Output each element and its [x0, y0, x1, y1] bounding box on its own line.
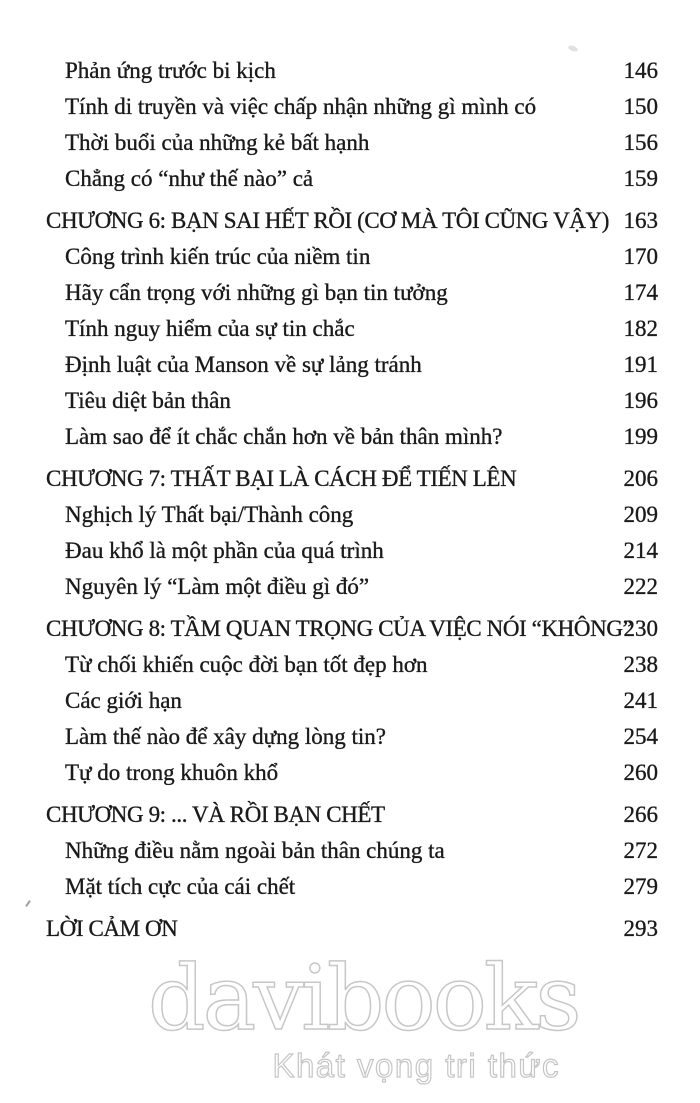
toc-entry-page-number: 182: [623, 316, 658, 341]
toc-entry-title: CHƯƠNG 7: THẤT BẠI LÀ CÁCH ĐỂ TIẾN LÊN: [46, 466, 517, 491]
toc-entry-row: [0, 719, 658, 755]
toc-entry-row: [0, 239, 658, 275]
toc-entry-title: Nguyên lý “Làm một điều gì đó”: [65, 574, 370, 599]
toc-entry-title: Thời buổi của những kẻ bất hạnh: [65, 130, 370, 155]
toc-entry-row: [0, 275, 658, 311]
watermark: [140, 946, 579, 1085]
toc-entry-title: Định luật của Manson về sự lảng tránh: [65, 352, 422, 377]
toc-entry-title: Tính di truyền và việc chấp nhận những gì mình có: [65, 94, 537, 119]
toc-entry-row: [0, 125, 658, 161]
toc-entry-page-number: 206: [623, 466, 658, 491]
toc-entry-row: [0, 869, 658, 905]
toc-chapter-row: [0, 203, 658, 239]
toc-entry-title: Làm thế nào để xây dựng lòng tin?: [65, 724, 386, 749]
toc-entry-title: Công trình kiến trúc của niềm tin: [65, 244, 371, 269]
toc-chapter-row: [0, 797, 658, 833]
toc-entry-title: Tự do trong khuôn khổ: [65, 760, 279, 785]
toc-entry-page-number: 241: [623, 688, 658, 713]
toc-entry-row: [0, 383, 658, 419]
toc-entry-page-number: 279: [623, 874, 658, 899]
toc-entry-row: [0, 53, 658, 89]
toc-entry-title: Làm sao để ít chắc chắn hơn về bản thân mình?: [65, 424, 503, 449]
toc-entry-row: [0, 419, 658, 455]
toc-entry-page-number: 170: [623, 244, 658, 269]
toc-entry-page-number: 293: [623, 916, 658, 941]
toc-entry-title: Phản ứng trước bi kịch: [65, 58, 276, 83]
toc-entry-title: Các giới hạn: [65, 688, 182, 713]
toc-entry-page-number: 222: [623, 574, 658, 599]
toc-entry-page-number: 266: [623, 802, 658, 827]
toc-entry-title: Đau khổ là một phần của quá trình: [65, 538, 384, 563]
toc-entry-page-number: 199: [623, 424, 658, 449]
toc-entry-title: Mặt tích cực của cái chết: [65, 874, 296, 899]
toc-entry-row: [0, 569, 658, 605]
toc-entry-page-number: 156: [623, 130, 658, 155]
toc-entry-page-number: 260: [623, 760, 658, 785]
toc-entry-page-number: 196: [623, 388, 658, 413]
toc-entry-title: Tiêu diệt bản thân: [65, 388, 231, 413]
watermark-tagline: Khát vọng tri thức: [272, 1046, 560, 1084]
toc-entry-page-number: 163: [623, 208, 658, 233]
toc-entry-title: Nghịch lý Thất bại/Thành công: [65, 502, 354, 527]
toc-entry-title: LỜI CẢM ƠN: [46, 916, 178, 941]
toc-entry-page-number: 150: [623, 94, 658, 119]
toc-entry-title: CHƯƠNG 8: TẦM QUAN TRỌNG CỦA VIỆC NÓI “KHÔNG”: [46, 616, 633, 641]
scan-smudge-mark: [567, 44, 578, 52]
toc-entry-row: [0, 497, 658, 533]
toc-entry-page-number: 214: [623, 538, 658, 563]
toc-entry-row: [0, 89, 658, 125]
toc-entry-row: [0, 683, 658, 719]
toc-entry-title: CHƯƠNG 6: BẠN SAI HẾT RỒI (CƠ MÀ TÔI CŨNG VẬY): [46, 208, 609, 233]
toc-entry-row: [0, 533, 658, 569]
toc-entry-title: Hãy cẩn trọng với những gì bạn tin tưởng: [65, 280, 448, 305]
toc-entry-row: [0, 755, 658, 791]
toc-entry-row: [0, 161, 658, 197]
toc-entry-page-number: 272: [623, 838, 658, 863]
toc-entry-page-number: 174: [623, 280, 658, 305]
toc-entry-title: Tính nguy hiểm của sự tin chắc: [65, 316, 355, 341]
toc-entry-page-number: 254: [623, 724, 658, 749]
toc-entry-title: CHƯƠNG 9: ... VÀ RỒI BẠN CHẾT: [46, 802, 385, 827]
toc-entry-page-number: 159: [623, 166, 658, 191]
toc-entry-page-number: 146: [623, 58, 658, 83]
watermark-brand: davibooks: [148, 946, 579, 1051]
table-of-contents: [0, 53, 658, 947]
toc-entry-row: [0, 311, 658, 347]
toc-entry-row: [0, 833, 658, 869]
toc-entry-page-number: 238: [623, 652, 658, 677]
toc-chapter-row: [0, 611, 658, 647]
toc-entry-row: [0, 347, 658, 383]
toc-entry-page-number: 191: [623, 352, 658, 377]
toc-entry-page-number: 209: [623, 502, 658, 527]
toc-chapter-row: [0, 911, 658, 947]
toc-entry-title: Những điều nằm ngoài bản thân chúng ta: [65, 838, 445, 863]
toc-entry-title: Từ chối khiến cuộc đời bạn tốt đẹp hơn: [65, 652, 428, 677]
toc-entry-title: Chẳng có “như thế nào” cả: [65, 166, 314, 191]
toc-entry-page-number: 230: [623, 616, 658, 641]
toc-entry-row: [0, 647, 658, 683]
toc-chapter-row: [0, 461, 658, 497]
